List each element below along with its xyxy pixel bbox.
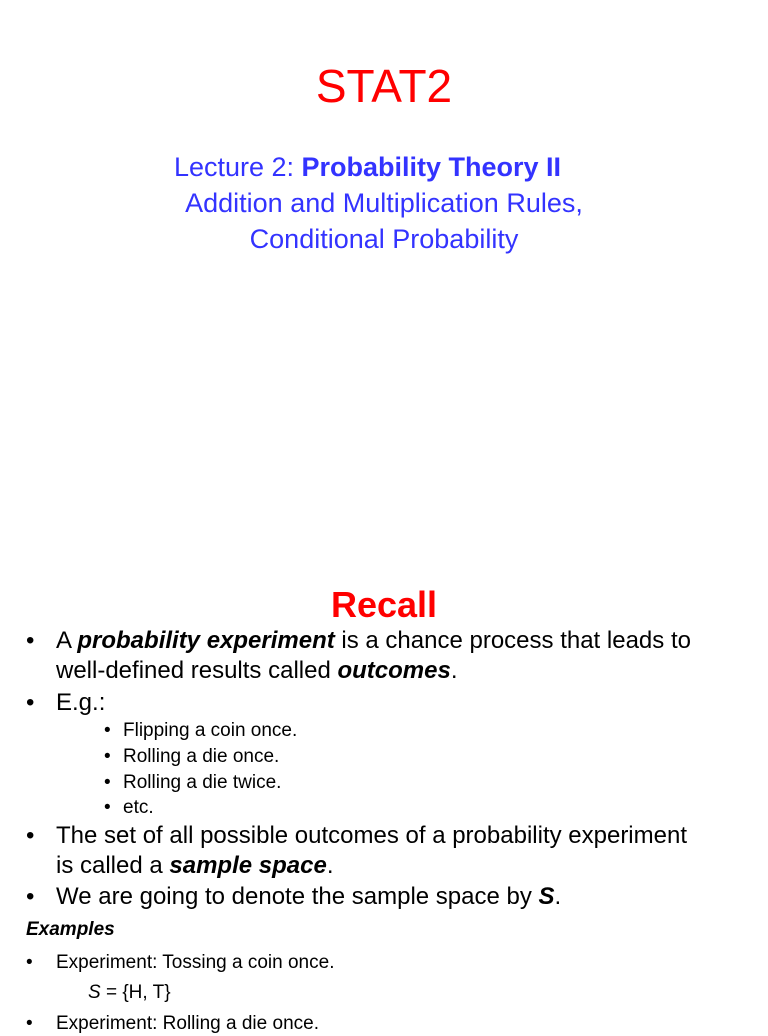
text-run: well-defined results called — [56, 657, 338, 684]
sub-item-text: Rolling a die once. — [123, 746, 280, 767]
bullet-dot: • — [26, 689, 35, 716]
text-run: is a chance process that leads to — [334, 627, 691, 654]
bullet-dot: • — [104, 720, 111, 741]
text-run: . — [326, 852, 334, 879]
course-title: STAT2 — [315, 60, 453, 112]
bullet-probability-experiment — [26, 626, 756, 688]
lecture-subtitle-line-2: Conditional Probability — [249, 224, 519, 254]
lecture-title — [0, 150, 735, 184]
example-item — [26, 950, 746, 975]
lecture-topic: Probability Theory II — [301, 152, 562, 182]
bullet-sample-space — [26, 821, 756, 883]
recall-title: Recall — [330, 584, 438, 625]
text-run: is called a — [56, 852, 170, 879]
lecture-prefix: Lecture 2: — [173, 152, 302, 182]
bullet-dot: • — [104, 746, 111, 767]
text-run: . — [554, 883, 562, 910]
term-probability-experiment: probability experiment — [77, 627, 335, 654]
text-run: The set of all possible outcomes of a probability experiment — [56, 822, 687, 849]
bullet-dot: • — [26, 883, 35, 910]
bullet-text: E.g.: — [56, 689, 106, 716]
bullet-dot: • — [26, 822, 35, 849]
bullet-dot: • — [26, 952, 33, 973]
term-s: S — [538, 883, 555, 910]
term-outcomes: outcomes — [337, 657, 451, 684]
sub-item-text: Flipping a coin once. — [123, 720, 298, 741]
bullet-dot: • — [26, 627, 35, 654]
bullet-dot: • — [26, 1013, 33, 1034]
sub-item — [104, 744, 704, 769]
bullet-eg — [26, 688, 756, 718]
text-run: . — [450, 657, 458, 684]
examples-heading: Examples — [26, 919, 115, 940]
bullet-dot: • — [104, 772, 111, 793]
text-run: We are going to denote the sample space by — [56, 883, 539, 910]
example-text: Experiment: Tossing a coin once. — [56, 952, 335, 973]
sample-space-set — [88, 980, 171, 1005]
example-text: Experiment: Rolling a die once. — [56, 1013, 319, 1034]
term-sample-space: sample space — [169, 852, 327, 879]
sub-item-text: etc. — [123, 797, 154, 818]
bullet-denote-s — [26, 882, 756, 912]
sub-item — [104, 770, 704, 795]
sub-item — [104, 718, 704, 743]
text-run: A — [56, 627, 78, 654]
set-value: = {H, T} — [100, 982, 171, 1003]
bullet-dot: • — [104, 797, 111, 818]
sub-item-text: Rolling a die twice. — [123, 772, 282, 793]
sub-item — [104, 795, 704, 820]
set-variable: S — [88, 982, 101, 1003]
lecture-subtitle-line-1: Addition and Multiplication Rules, — [185, 188, 583, 218]
